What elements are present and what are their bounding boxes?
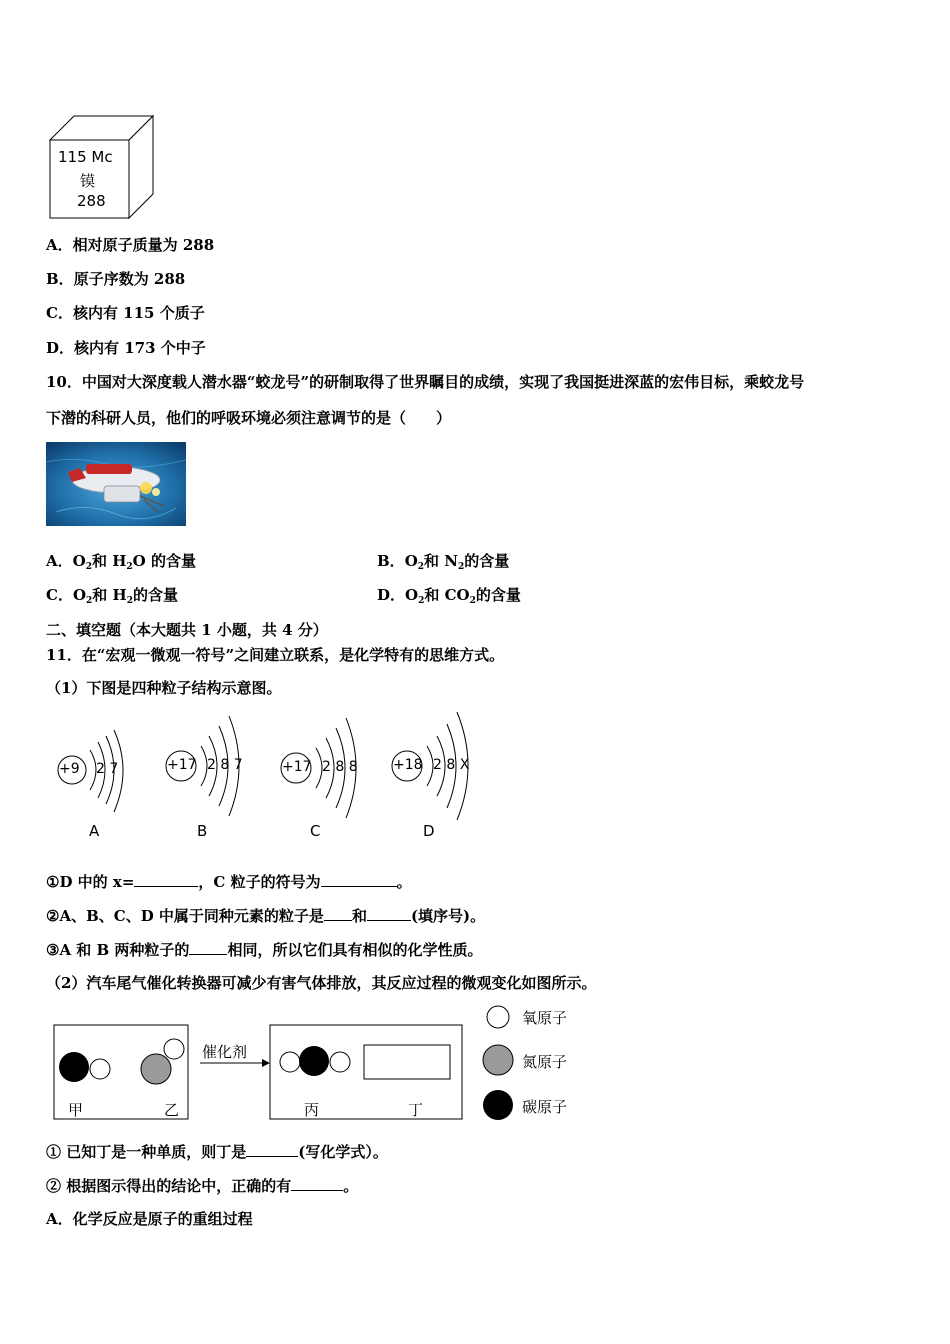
blank-conclusions[interactable]: [291, 1175, 343, 1191]
reaction-svg: [52, 1005, 592, 1125]
legend-carbon: 碳原子: [522, 1098, 568, 1116]
q11-part1: （1）下图是四种粒子结构示意图。: [46, 679, 282, 697]
reaction-diagram: [52, 1005, 592, 1125]
q11-sub3: ③A 和 B 两种粒子的 相同，所以它们具有相似的化学性质。: [46, 941, 483, 959]
q9-option-c: C．核内有 115 个质子: [46, 304, 205, 322]
section-heading: 二、填空题（本大题共 1 小题，共 4 分）: [46, 621, 328, 639]
q10-option-c: C．$O_2$和 $H_2$的含量: [46, 586, 178, 606]
element-card: [46, 112, 156, 220]
element-number: 115: [58, 148, 87, 166]
atom-shells-text-a: 2 7: [96, 761, 119, 777]
atom-nucleus-c: +17: [282, 759, 312, 775]
q10-line2: 下潜的科研人员，他们的呼吸环境必须注意调节的是（ ）: [46, 409, 452, 427]
atom-diagram-b: [163, 710, 253, 838]
q9-option-d: D．核内有 173 个中子: [46, 339, 206, 357]
product-ding: 丁: [408, 1101, 424, 1119]
q10-line1: 10．中国对大深度载人潜水器“蛟龙号”的研制取得了世界瞩目的成绩，实现了我国挺进深蓝的宏伟目标，乘蛟龙号: [46, 373, 805, 391]
atom-shells-text-c: 2 8 8: [322, 759, 358, 775]
blank-same-element-2[interactable]: [367, 905, 411, 921]
product-bing: 丙: [304, 1101, 320, 1119]
q11-part2: （2）汽车尾气催化转换器可减少有害气体排放，其反应过程的微观变化如图所示。: [46, 974, 597, 992]
q9-option-a: A．相对原子质量为 288: [46, 236, 215, 254]
blank-same-element-1[interactable]: [324, 905, 352, 921]
q10-option-a: A．$O_2$和 $H_2O$ 的含量: [46, 552, 196, 572]
atom-diagram-d: [389, 710, 484, 838]
blank-ding-formula[interactable]: [246, 1141, 298, 1157]
atom-label-d: D: [423, 822, 435, 840]
catalyst-label: 催化剂: [202, 1043, 248, 1061]
reactant-jia: 甲: [68, 1101, 84, 1119]
blank-same-property[interactable]: [189, 939, 227, 955]
atom-label-c: C: [310, 822, 321, 840]
q11-sub5: ② 根据图示得出的结论中，正确的有 。: [46, 1177, 359, 1195]
blank-x[interactable]: [134, 871, 198, 887]
element-mass: 288: [77, 192, 106, 210]
atom-diagram-a: [54, 728, 134, 838]
q11-sub4: ① 已知丁是一种单质，则丁是 (写化学式）。: [46, 1143, 388, 1161]
atom-nucleus-b: +17: [167, 757, 197, 773]
legend-oxygen: 氧原子: [522, 1009, 568, 1027]
atom-diagram-c: [278, 710, 368, 838]
submarine-image: [46, 442, 186, 526]
element-name: 镆: [80, 172, 96, 190]
q11-option-a: A．化学反应是原子的重组过程: [46, 1210, 253, 1228]
element-symbol: Mc: [91, 148, 113, 166]
q11-sub2: ②A、B、C、D 中属于同种元素的粒子是 和 (填序号)。: [46, 907, 486, 925]
q10-option-b: B．$O_2$和 $N_2$的含量: [377, 552, 510, 572]
atom-shells-text-b: 2 8 7: [207, 757, 243, 773]
atom-nucleus-d: +18: [393, 757, 423, 773]
blank-c-symbol[interactable]: [321, 871, 397, 887]
atom-label-a: A: [89, 822, 100, 840]
q11-intro: 11．在“宏观一微观一符号”之间建立联系，是化学特有的思维方式。: [46, 646, 505, 664]
legend-nitrogen: 氮原子: [522, 1053, 568, 1071]
q9-option-b: B．原子序数为 288: [46, 270, 186, 288]
q10-option-d: D．$O_2$和 $CO_2$的含量: [377, 586, 521, 606]
atom-label-b: B: [197, 822, 208, 840]
reactant-yi: 乙: [164, 1101, 180, 1119]
atom-nucleus-a: +9: [59, 761, 80, 777]
q11-sub1: ①D 中的 x= ，C 粒子的符号为 。: [46, 873, 412, 891]
atom-shells-text-d: 2 8 X: [433, 757, 470, 773]
